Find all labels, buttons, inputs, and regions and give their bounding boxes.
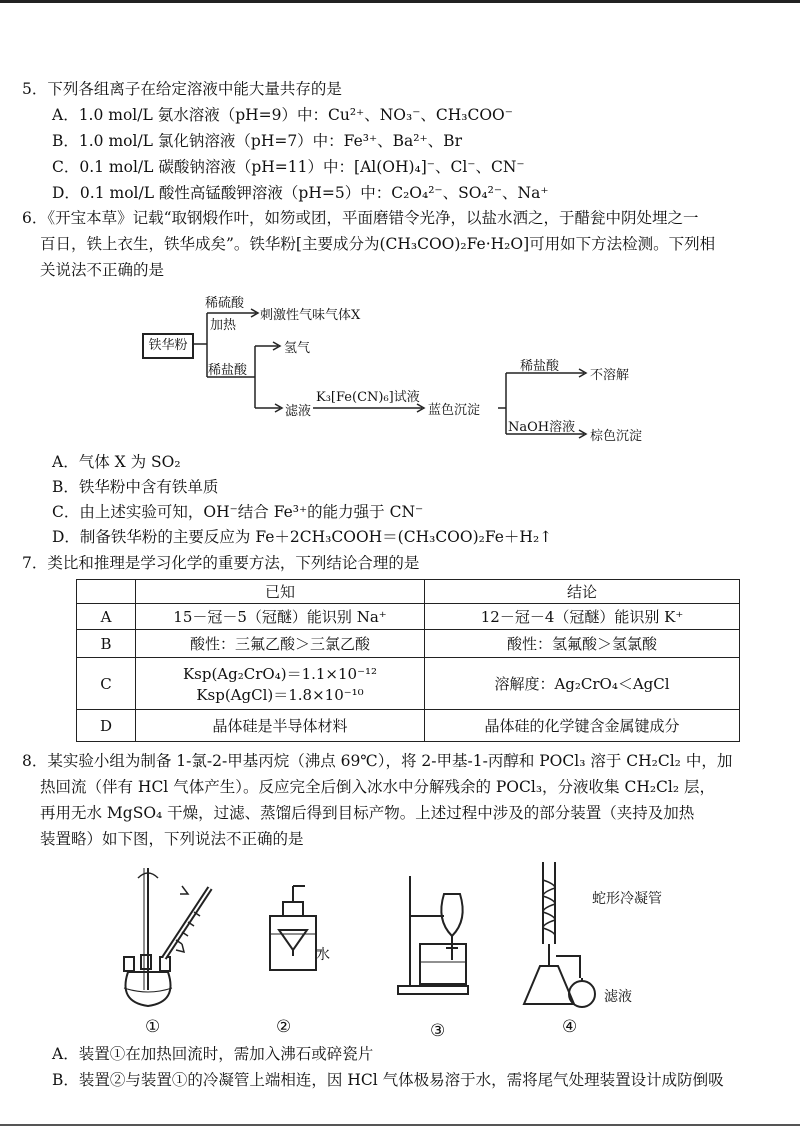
apparatus-4-distillation [524,862,595,1007]
fig-label-4: ④ [562,1017,578,1037]
row-conclusion: 酸性：氢氟酸＞氢氯酸 [425,630,740,658]
table-header-known: 已知 [136,580,425,604]
q6-stem-line3: 关说法不正确的是 [40,261,165,279]
fig-label-2: ② [276,1017,292,1037]
fig-filtrate-label: 滤液 [604,989,632,1005]
q8-stem-line3: 再用无水 MgSO₄ 干燥，过滤、蒸馏后得到目标产物。上述过程中涉及的部分装置（夹持及加热 [40,804,695,822]
flow-filtrate: 滤液 [285,404,312,419]
flow-iron-powder-box: 铁华粉 [142,333,194,359]
flow-hydrogen: 氢气 [284,341,311,356]
q7-stem: 7．类比和推理是学习化学的重要方法，下列结论合理的是 [22,554,420,572]
row-conclusion: 晶体硅的化学键含金属键成分 [425,710,740,742]
fig-label-3: ③ [430,1021,446,1041]
row-conclusion: 溶解度：Ag₂CrO₄＜AgCl [425,658,740,710]
q8-option-b: B．装置②与装置①的冷凝管上端相连，因 HCl 气体极易溶于水，需将尾气处理装置设计成防倒吸 [52,1071,724,1089]
q8-stem-line1: 8．某实验小组为制备 1-氯-2-甲基丙烷（沸点 69℃），将 2-甲基-1-丙醇和 POCl₃ 溶于 CH₂Cl₂ 中，加 [22,752,733,770]
q5-option-a: A．1.0 mol/L 氨水溶液（pH=9）中：Cu²⁺、NO₃⁻、CH₃COO⁻ [52,106,513,124]
flow-gas-x: 刺激性气味气体X [260,308,361,323]
q8-option-a: A．装置①在加热回流时，需加入沸石或碎瓷片 [52,1045,374,1063]
bottom-rule [0,1124,800,1126]
flow-branch1-reagent: 稀盐酸 [520,359,560,374]
flow-branch2-result: 棕色沉淀 [590,429,643,444]
flow-dilute-hcl: 稀盐酸 [208,363,248,378]
fig-coil-condenser-label: 蛇形冷凝管 [592,891,662,907]
row-known: 晶体硅是半导体材料 [136,710,425,742]
apparatus-3-separating-funnel [398,876,468,994]
flow-branch1-result: 不溶解 [590,368,630,383]
row-label: D [77,710,136,742]
row-label: B [77,630,136,658]
flow-heat: 加热 [210,318,237,333]
q5-stem: 5．下列各组离子在给定溶液中能大量共存的是 [22,80,342,98]
row-known: 15－冠－5（冠醚）能识别 Na⁺ [136,604,425,630]
row-known: 酸性：三氟乙酸＞三氯乙酸 [136,630,425,658]
row-conclusion: 12－冠－4（冠醚）能识别 K⁺ [425,604,740,630]
apparatus-2-gas-washing-bottle [270,886,322,970]
q6-option-a: A．气体 X 为 SO₂ [52,453,181,471]
q5-option-d: D．0.1 mol/L 酸性高锰酸钾溶液（pH=5）中：C₂O₄²⁻、SO₄²⁻、Na⁺ [52,184,549,202]
fig-water-label: 水 [316,947,330,963]
row-known-ksp1: Ksp(Ag₂CrO₄)＝1.1×10⁻¹² [182,664,378,683]
q6-option-c: C．由上述实验可知，OH⁻结合 Fe³⁺的能力强于 CN⁻ [52,503,424,521]
table-header-conclusion: 结论 [425,580,740,604]
q6-stem-line1: 6．《开宝本草》记载“取钢煅作叶，如笏或团，平面磨错令光净，以盐水洒之，于醋瓮中阴处埋之一 [22,209,699,227]
flow-blue-precipitate: 蓝色沉淀 [428,403,481,418]
q5-option-b: B．1.0 mol/L 氯化钠溶液（pH=7）中：Fe³⁺、Ba²⁺、Br [52,132,462,150]
q8-stem-line2: 热回流（伴有 HCl 气体产生）。反应完全后倒入冰水中分解残余的 POCl₃，分液收集 CH₂Cl₂ 层， [40,778,716,796]
q6-option-b: B．铁华粉中含有铁单质 [52,478,219,496]
flow-reagent: K₃[Fe(CN)₆]试液 [316,390,420,405]
fig-label-1: ① [145,1017,161,1037]
apparatus-1-reflux [124,868,210,1006]
flow-dilute-h2so4: 稀硫酸 [205,296,245,311]
row-known-ksp2: Ksp(AgCl)＝1.8×10⁻¹⁰ [196,685,364,704]
q6-option-d: D．制备铁华粉的主要反应为 Fe＋2CH₃COOH＝(CH₃COO)₂Fe＋H₂↑ [52,528,553,546]
q6-stem-line2: 百日，铁上衣生，铁华成矣”。铁华粉[主要成分为(CH₃COO)₂Fe·H₂O]可用如下方法检测。下列相 [40,235,716,253]
q5-option-c: C．0.1 mol/L 碳酸钠溶液（pH=11）中：[Al(OH)₄]⁻、Cl⁻、CN⁻ [52,158,525,176]
row-label: A [77,604,136,630]
q8-stem-line4: 装置略）如下图，下列说法不正确的是 [40,830,304,848]
row-label: C [77,658,136,710]
flow-branch2-reagent: NaOH溶液 [508,420,576,435]
